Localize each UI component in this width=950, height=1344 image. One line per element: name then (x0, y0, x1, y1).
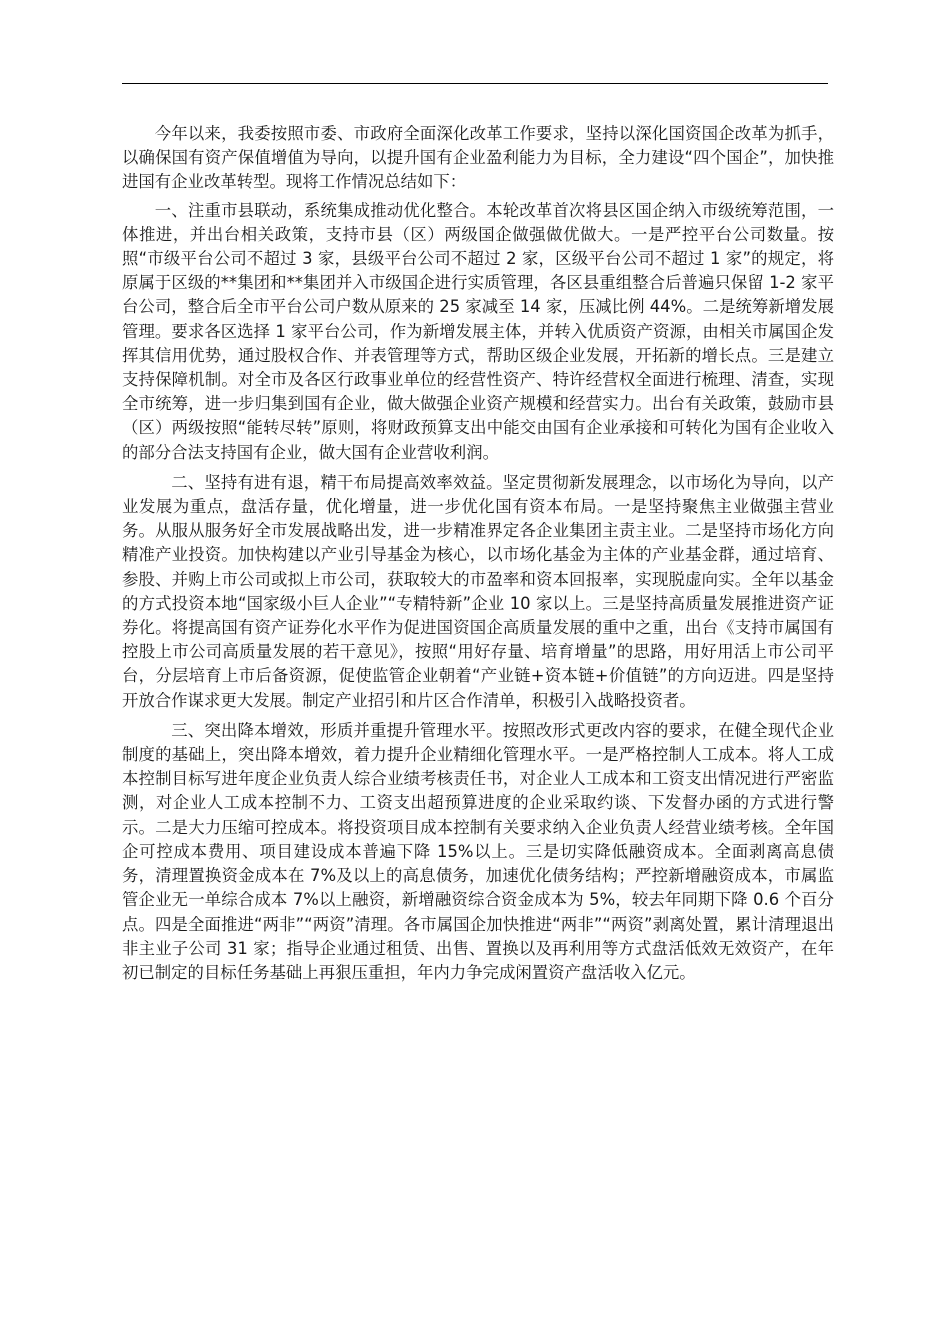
header-rule (122, 83, 828, 84)
section-1-paragraph: 一、注重市县联动，系统集成推动优化整合。本轮改革首次将县区国企纳入市级统筹范围，一体推进，并出台相关政策，支持市县（区）两级国企做强做优做大。一是严控平台公司数量。按照“市级平台公司不超过 3 家，县级平台公司不超过 2 家，区级平台公司不超过 1 家”的规定，将原属于区级的**集团和**集团并入市级国企进行实质管理，各区县重组整合后普遍只保留 1-2 家平台公司，整合后全市平台公司户数从原来的 25 家减至 14 家，压减比例 44%。二是统筹新增发展管理。要求各区选择 1 家平台公司，作为新增发展主体，并转入优质资产资源，由相关市属国企发挥其信用优势，通过股权合作、并表管理等方式，帮助区级企业发展，开拓新的增长点。三是建立支持保障机制。对全市及各区行政事业单位的经营性资产、特许经营权全面进行梳理、清查，实现全市统筹，进一步归集到国有企业，做大做强企业资产规模和经营实力。出台有关政策，鼓励市县（区）两级按照“能转尽转”原则，将财政预算支出中能交由国有企业承接和可转化为国有企业收入的部分合法支持国有企业，做大国有企业营收利润。 (122, 200, 834, 462)
document-body (122, 122, 834, 989)
section-2-paragraph: 二、坚持有进有退，精干布局提高效率效益。坚定贯彻新发展理念，以市场化为导向，以产业发展为重点，盘活存量，优化增量，进一步优化国有资本布局。一是坚持聚焦主业做强主营业务。从服从服务好全市发展战略出发，进一步精准界定各企业集团主责主业。二是坚持市场化方向精准产业投资。加快构建以产业引导基金为核心，以市场化基金为主体的产业基金群，通过培育、参股、并购上市公司或拟上市公司，获取较大的市盈率和资本回报率，实现脱虚向实。全年以基金的方式投资本地“国家级小巨人企业”“专精特新”企业 10 家以上。三是坚持高质量发展推进资产证券化。将提高国有资产证券化水平作为促进国资国企高质量发展的重中之重，出台《支持市属国有控股上市公司高质量发展的若干意见》，按照“用好存量、培育增量”的思路，用好用活上市公司平台，分层培育上市后备资源，促使监管企业朝着“产业链+资本链+价值链”的方向迈进。四是坚持开放合作谋求更大发展。制定产业招引和片区合作清单，积极引入战略投资者。 (122, 472, 834, 710)
intro-paragraph: 今年以来，我委按照市委、市政府全面深化改革工作要求，坚持以深化国资国企改革为抓手，以确保国有资产保值增值为导向，以提升国有企业盈利能力为目标，全力建设“四个国企”，加快推进国有企业改革转型。现将工作情况总结如下： (122, 124, 834, 192)
section-3-paragraph: 三、突出降本增效，形质并重提升管理水平。按照改形式更改内容的要求，在健全现代企业制度的基础上，突出降本增效，着力提升企业精细化管理水平。一是严格控制人工成本。将人工成本控制目标写进年度企业负责人综合业绩考核责任书，对企业人工成本和工资支出情况进行严密监测，对企业人工成本控制不力、工资支出超预算进度的企业采取约谈、下发督办函的方式进行警示。二是大力压缩可控成本。将投资项目成本控制有关要求纳入企业负责人经营业绩考核。全年国企可控成本费用、项目建设成本普遍下降 15%以上。三是切实降低融资成本。全面剥离高息债务，清理置换资金成本在 7%及以上的高息债务，加速优化债务结构；严控新增融资成本，市属监管企业无一单综合成本 7%以上融资，新增融资综合资金成本为 5%，较去年同期下降 0.6 个百分点。四是全面推进“两非”“两资”清理。各市属国企加快推进“两非”“两资”剥离处置，累计清理退出非主业子公司 31 家；指导企业通过租赁、出售、置换以及再利用等方式盘活低效无效资产，在年初已制定的目标任务基础上再狠压重担，年内力争完成闲置资产盘活收入亿元。 (122, 720, 834, 982)
